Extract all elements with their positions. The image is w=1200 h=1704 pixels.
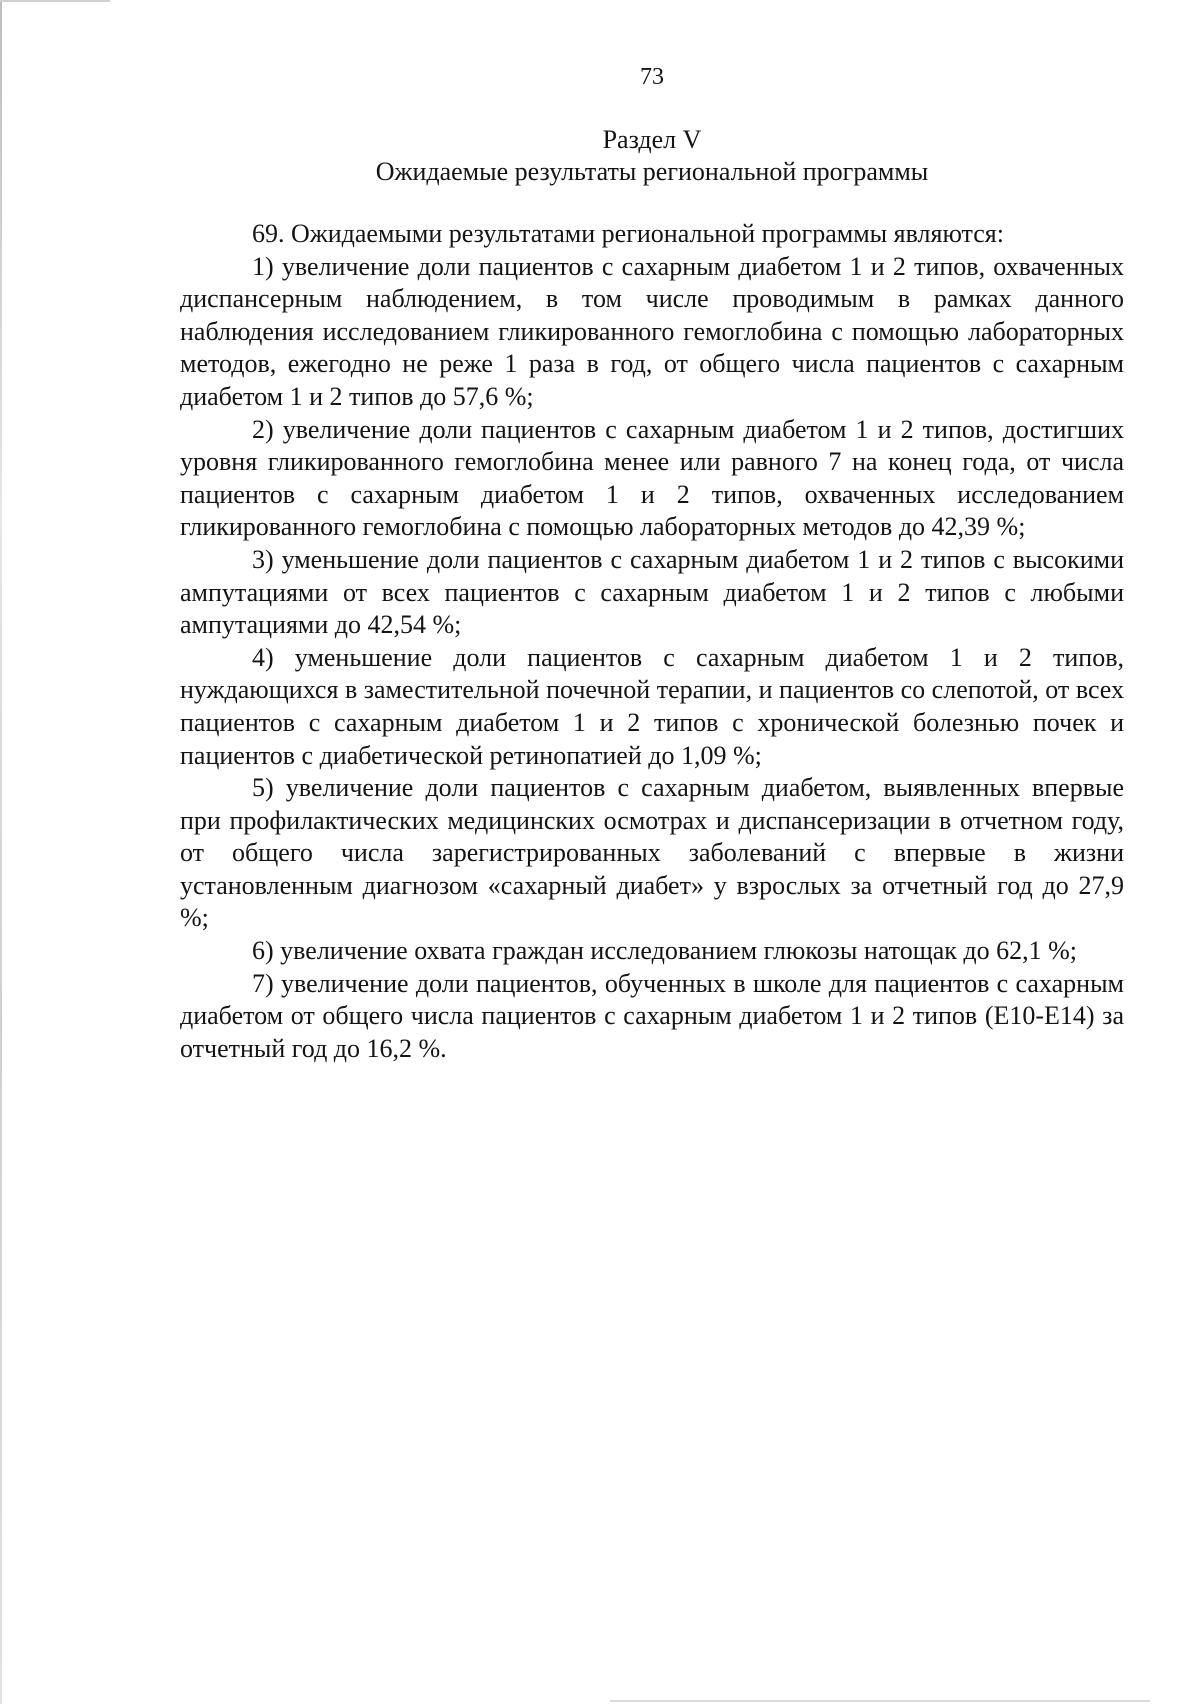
list-item: 4) уменьшение доли пациентов с сахарным диабетом 1 и 2 типов, нуждающихся в заместительной почечной терапии, и пациентов со слепотой, от всех пациентов с сахарным диабетом 1 и 2 типов с хронической болезнью почек и пациентов с диабетической ретинопатией до 1,09 %; [180, 642, 1124, 770]
section-header [180, 124, 1124, 188]
paragraph-intro: 69. Ожидаемыми результатами региональной программы являются: [252, 219, 1004, 248]
scan-edge-top [0, 0, 110, 2]
list-item: 7) увеличение доли пациентов, обученных в школе для пациентов с сахарным диабетом от общего числа пациентов с сахарным диабетом 1 и 2 типов (Е10-Е14) за отчетный год до 16,2 %. [180, 968, 1124, 1063]
scan-edge-bottom [610, 1700, 1150, 1702]
scan-edge-left [0, 0, 2, 1704]
list-item: 3) уменьшение доли пациентов с сахарным диабетом 1 и 2 типов с высокими ампутациями от всех пациентов с сахарным диабетом 1 и 2 типов с любыми ампутациями до 42,54 %; [180, 544, 1124, 640]
section-title: Раздел V [602, 125, 702, 154]
list-item: 5) увеличение доли пациентов с сахарным диабетом, выявленных впервые при профилактических медицинских осмотрах и диспансеризации в отчетном году, от общего числа зарегистрированных заболеваний с впервые в жизни установленным диагнозом «сахарный диабет» у взрослых за отчетный год до 27,9 %; [180, 773, 1124, 933]
body-text [180, 218, 1124, 1065]
page-number: 73 [640, 64, 664, 90]
section-subtitle: Ожидаемые результаты региональной программы [375, 157, 929, 186]
list-item: 6) увеличение охвата граждан исследованием глюкозы натощак до 62,1 %; [252, 936, 1078, 966]
list-item: 2) увеличение доли пациентов с сахарным диабетом 1 и 2 типов, достигших уровня гликированного гемоглобина менее или равного 7 на конец года, от числа пациентов с сахарным диабетом 1 и 2 типов, охваченных исследованием гликированного гемоглобина с помощью лабораторных методов до 42,39 %; [180, 414, 1124, 542]
list-item: 1) увеличение доли пациентов с сахарным диабетом 1 и 2 типов, охваченных диспансерным наблюдением, в том числе проводимым в рамках данного наблюдения исследованием гликированного гемоглобина с помощью лабораторных методов, ежегодно не реже 1 раза в год, от общего числа пациентов с сахарным диабетом 1 и 2 типов до 57,6 %; [180, 251, 1124, 411]
